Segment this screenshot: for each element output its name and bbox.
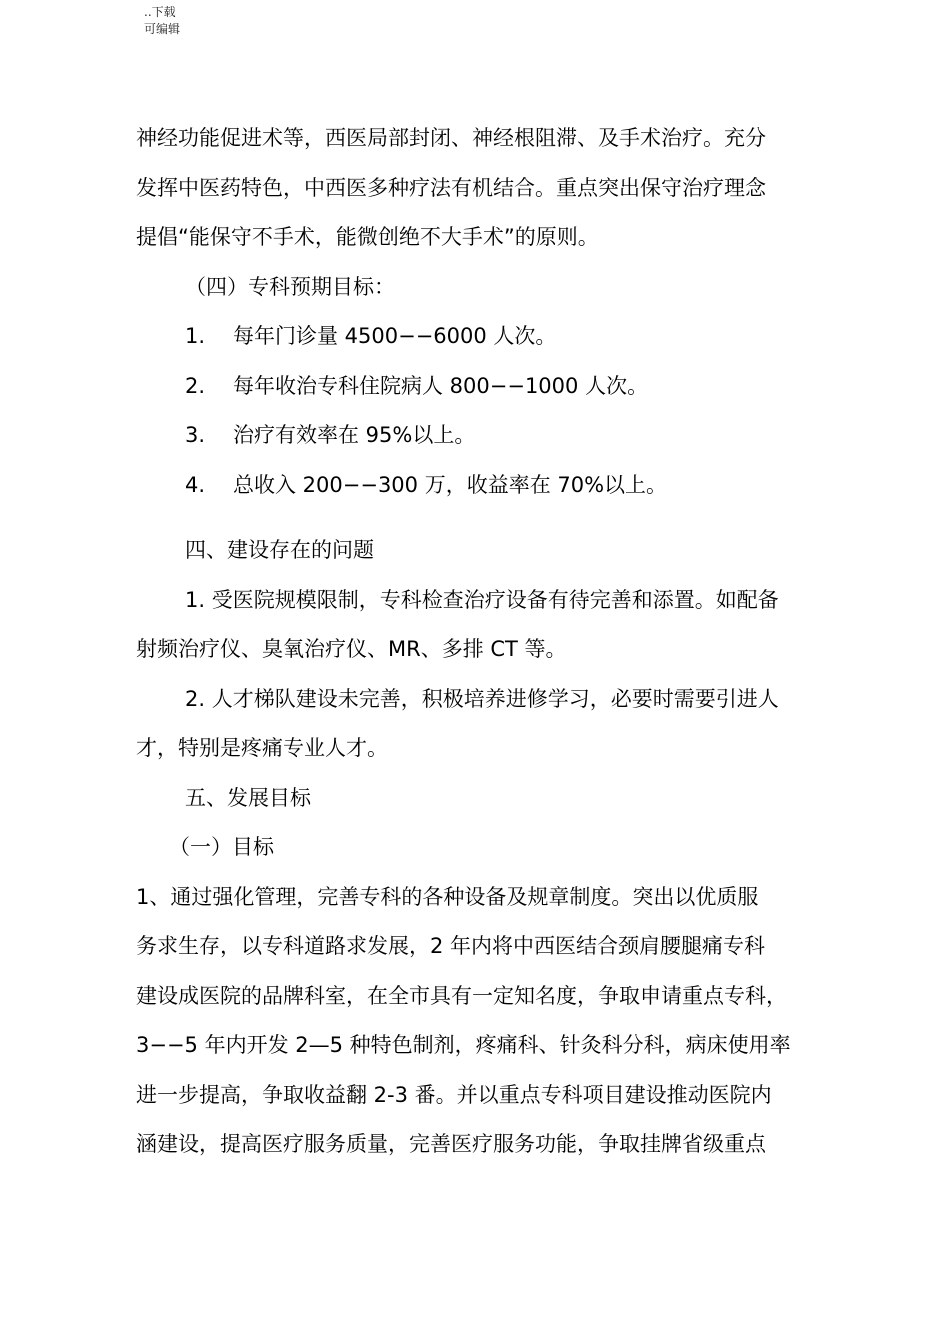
goal-text: 治疗有效率在 95%以上。 bbox=[233, 423, 476, 447]
problem-1-line-2: 射频治疗仪、臭氧治疗仪、MR、多排 CT 等。 bbox=[136, 637, 567, 661]
goal-item-4 bbox=[136, 461, 826, 511]
goal-text: 总收入 200−−300 万，收益率在 70%以上。 bbox=[233, 472, 668, 497]
target-line-5: 进一步提高，争取收益翻 2-3 番。并以重点专科项目建设推动医院内 bbox=[136, 1082, 772, 1107]
target-line-3: 建设成医院的品牌科室，在全市具有一定知名度，争取申请重点专科， bbox=[136, 983, 787, 1008]
header-editable-label: 可编辑 bbox=[144, 22, 181, 36]
goal-number: 3. bbox=[185, 423, 206, 447]
goal-item-2 bbox=[136, 362, 826, 412]
goal-item-3 bbox=[136, 411, 826, 461]
target-line-1: 1、通过强化管理，完善专科的各种设备及规章制度。突出以优质服 bbox=[136, 884, 759, 909]
goal-text: 每年收治专科住院病人 800−−1000 人次。 bbox=[233, 373, 649, 398]
section-5-heading: 五、发展目标 bbox=[185, 785, 311, 810]
intro-line-2: 发挥中医药特色，中西医多种疗法有机结合。重点突出保守治疗理念 bbox=[136, 175, 766, 200]
subsection-heading: （一）目标 bbox=[169, 835, 274, 859]
goal-number: 1. bbox=[185, 324, 206, 348]
target-line-4: 3−−5 年内开发 2—5 种特色制剂，疼痛科、针灸科分科，病床使用率 bbox=[136, 1033, 791, 1057]
intro-line-1: 神经功能促进术等，西医局部封闭、神经根阻滞、及手术治疗。充分 bbox=[136, 126, 766, 150]
problem-2-line-2: 才，特别是疼痛专业人才。 bbox=[136, 736, 388, 760]
header-download-label: ..下载 bbox=[144, 5, 176, 19]
target-line-6: 涵建设，提高医疗服务质量，完善医疗服务功能，争取挂牌省级重点 bbox=[136, 1132, 766, 1156]
goal-item-1 bbox=[136, 312, 826, 362]
section-4-heading: 四、建设存在的问题 bbox=[185, 538, 374, 562]
target-line-2: 务求生存，以专科道路求发展，2 年内将中西医结合颈肩腰腿痛专科 bbox=[136, 934, 766, 958]
intro-line-3: 提倡“能保守不手术，能微创绝不大手术”的原则。 bbox=[136, 225, 599, 249]
goal-number: 4. bbox=[185, 472, 206, 497]
goals-heading: （四）专科预期目标： bbox=[185, 274, 395, 299]
problem-1-line-1: 1. 受医院规模限制，专科检查治疗设备有待完善和添置。如配备 bbox=[185, 587, 779, 612]
problem-2-line-1: 2. 人才梯队建设未完善，积极培养进修学习，必要时需要引进人 bbox=[185, 686, 779, 711]
goal-text: 每年门诊量 4500−−6000 人次。 bbox=[233, 324, 557, 348]
page-header bbox=[144, 4, 180, 38]
document-body bbox=[136, 114, 826, 1170]
goal-number: 2. bbox=[185, 373, 206, 398]
